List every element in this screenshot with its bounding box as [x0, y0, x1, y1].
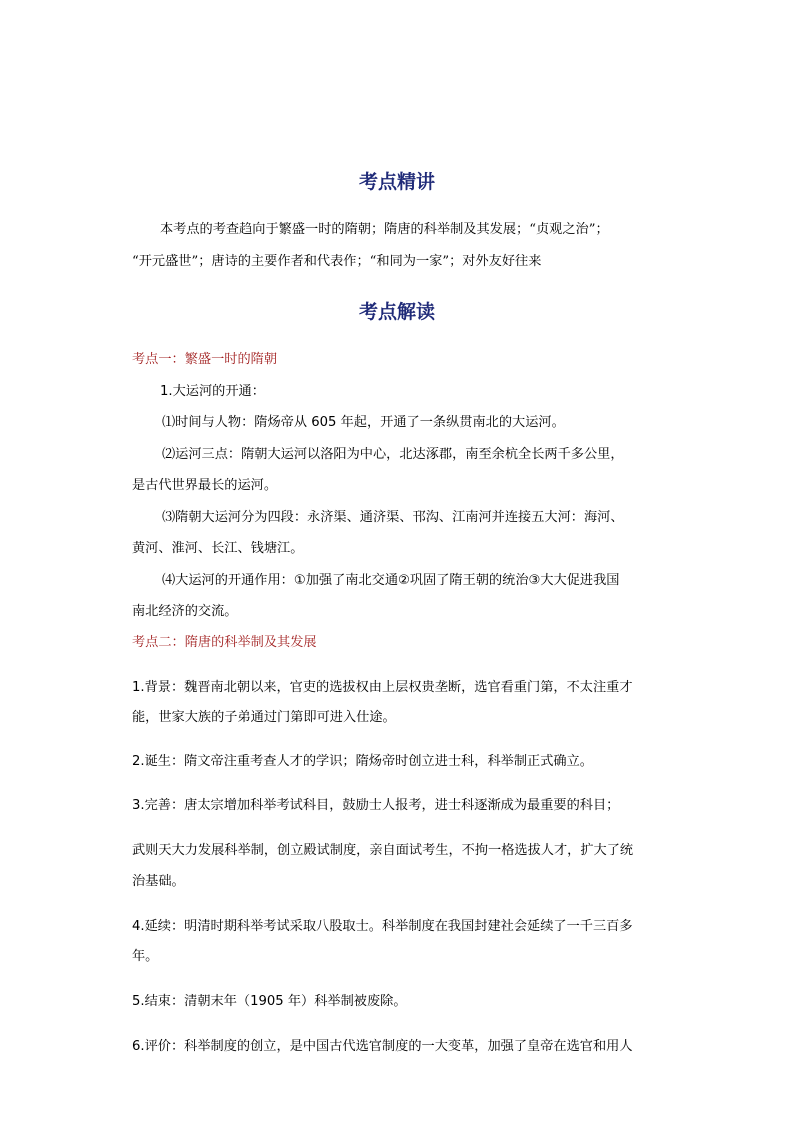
point2-continuation-line1: 4.延续：明清时期科举考试采取八股取士。科举制度在我国封建社会延续了一千三百多 — [132, 919, 633, 934]
point1-item3-line1: ⑶隋朝大运河分为四段：永济渠、通济渠、邗沟、江南河并连接五大河：海河、 — [162, 510, 624, 525]
point1-item3-line2: 黄河、淮河、长江、钱塘江。 — [132, 541, 304, 556]
point1-subheading: 1.大运河的开通： — [160, 384, 265, 399]
point2-heading: 考点二：隋唐的科举制及其发展 — [132, 635, 317, 650]
point2-birth: 2.诞生：隋文帝注重考查人才的学识；隋炀帝时创立进士科，科举制正式确立。 — [132, 754, 593, 769]
section-title-kaodian-jingjiang: 考点精讲 — [358, 171, 435, 193]
point2-evaluation: 6.评价：科举制度的创立，是中国古代选官制度的一大变革，加强了皇帝在选官和用人 — [132, 1039, 633, 1054]
point2-end: 5.结束：清朝末年（1905 年）科举制被废除。 — [132, 994, 407, 1009]
section-title-kaodian-jiedu: 考点解读 — [358, 301, 435, 323]
point1-item2-line1: ⑵运河三点：隋朝大运河以洛阳为中心，北达涿郡，南至余杭全长两千多公里， — [162, 447, 624, 462]
point2-wuzetian-line1: 武则天大力发展科举制，创立殿试制度，亲自面试考生，不拘一格选拔人才，扩大了统 — [132, 843, 634, 858]
point2-background-line1: 1.背景：魏晋南北朝以来，官吏的选拔权由上层权贵垄断，选官看重门第，不太注重才 — [132, 680, 633, 695]
point2-continuation-line2: 年。 — [132, 949, 159, 964]
point1-heading: 考点一：繁盛一时的隋朝 — [132, 352, 278, 367]
point1-item4-line1: ⑷大运河的开通作用：①加强了南北交通②巩固了隋王朝的统治③大大促进我国 — [162, 573, 620, 588]
point2-wuzetian-line2: 治基础。 — [132, 874, 185, 889]
intro-paragraph-line2: “开元盛世”；唐诗的主要作者和代表作；“和同为一家”；对外友好往来 — [132, 254, 542, 269]
point1-item4-line2: 南北经济的交流。 — [132, 604, 238, 619]
point2-perfection: 3.完善：唐太宗增加科举考试科目，鼓励士人报考，进士科逐渐成为最重要的科目； — [132, 798, 620, 813]
point1-item2-line2: 是古代世界最长的运河。 — [132, 478, 278, 493]
point2-background-line2: 能，世家大族的子弟通过门第即可进入仕途。 — [132, 710, 396, 725]
intro-paragraph-line1: 本考点的考查趋向于繁盛一时的隋朝；隋唐的科举制及其发展；“贞观之治”； — [160, 222, 609, 237]
point1-item1: ⑴时间与人物：隋炀帝从 605 年起，开通了一条纵贯南北的大运河。 — [162, 415, 565, 430]
